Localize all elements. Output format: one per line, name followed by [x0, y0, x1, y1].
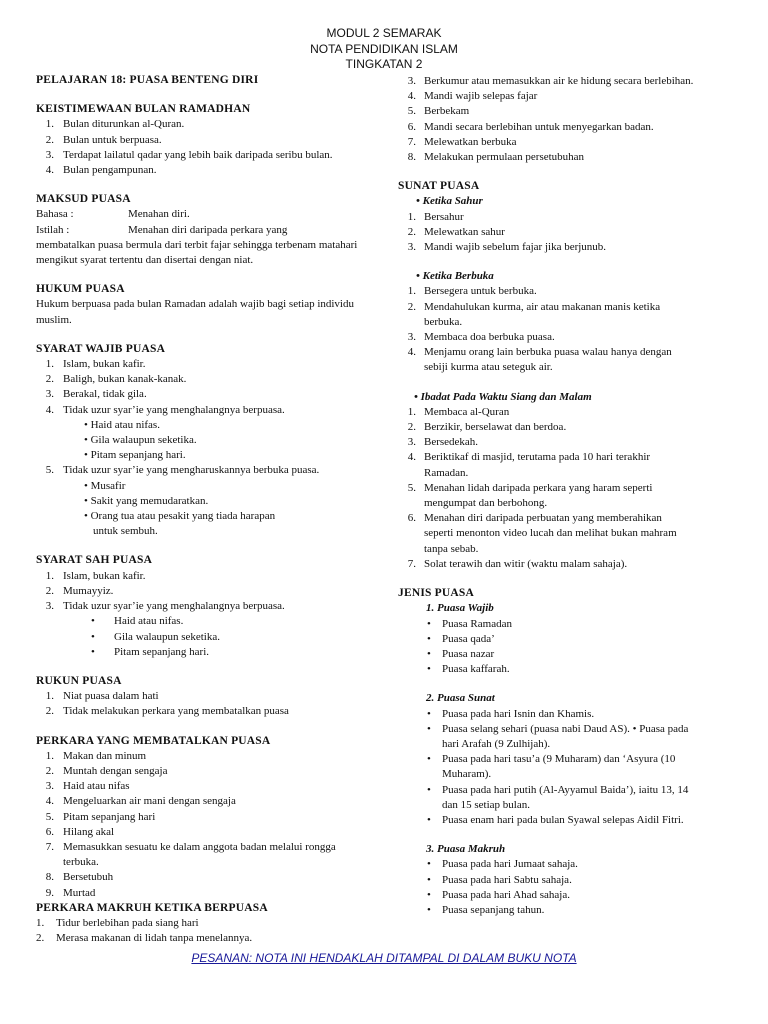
list-item: • Puasa enam hari pada bulan Syawal selepas Aidil Fitri. — [427, 813, 684, 826]
list-item: 3. Haid atau nifas — [45, 780, 130, 793]
list-item: 1. Tidur berlebihan pada siang hari — [36, 916, 199, 929]
list-item: 2. Merasa makanan di lidah tanpa menelannya. — [36, 932, 253, 945]
maksud-bahasa: Bahasa : Menahan diri. — [36, 208, 190, 221]
list-item: 3. Bersedekah. — [407, 436, 479, 449]
list-item: 1. Islam, bukan kafir. — [45, 358, 146, 371]
subject-title: NOTA PENDIDIKAN ISLAM — [310, 41, 458, 56]
list-item: 4. Tidak uzur syar’ie yang menghalangnya berpuasa. — [45, 403, 285, 416]
list-item: 2. Bulan untuk berpuasa. — [45, 133, 162, 146]
list-item: • Puasa selang sehari (puasa nabi Daud AS). • Puasa pada — [427, 722, 689, 735]
section-jenis-title: JENIS PUASA — [398, 587, 475, 600]
section-makruh-title: PERKARA MAKRUH KETIKA BERPUASA — [36, 901, 268, 914]
list-item: • Puasa pada hari Jumaat sahaja. — [427, 858, 578, 871]
list-item: 2. Mendahulukan kurma, air atau makanan manis ketika — [407, 300, 661, 313]
sahur-subtitle: • Ketika Sahur — [416, 195, 483, 208]
list-item-cont: terbuka. — [63, 856, 99, 869]
list-item: • Puasa pada hari Ahad sahaja. — [427, 888, 570, 901]
list-item-cont: tanpa sebab. — [424, 542, 479, 555]
list-item: • Puasa kaffarah. — [427, 663, 510, 676]
list-item: 3. Mandi wajib sebelum fajar jika berjunub. — [407, 241, 607, 254]
list-item: • Puasa pada hari Sabtu sahaja. — [427, 873, 572, 886]
list-item: • Puasa qada’ — [427, 632, 495, 645]
section-hukum-title: HUKUM PUASA — [36, 283, 125, 296]
list-item: 4. Beriktikaf di masjid, terutama pada 10 hari terakhir — [407, 451, 651, 464]
sub-item-cont: untuk sembuh. — [93, 525, 158, 538]
list-item: 5. Menahan lidah daripada perkara yang haram seperti — [407, 481, 653, 494]
right-column — [398, 74, 744, 918]
list-item: 1. Bersahur — [407, 210, 464, 223]
maksud-istilah-cont: membatalkan puasa bermula dari terbit fajar sehingga terbenam matahari mengikut syarat tertentu dan disertai dengan niat. — [36, 238, 358, 267]
lesson-title: PELAJARAN 18: PUASA BENTENG DIRI — [36, 74, 259, 86]
list-item: 3. Tidak uzur syar’ie yang menghalangnya berpuasa. — [45, 600, 285, 613]
list-item: • Puasa sepanjang tahun. — [427, 903, 545, 916]
section-maksud-title: MAKSUD PUASA — [36, 193, 131, 206]
list-item: 4. Mandi wajib selepas fajar — [407, 90, 538, 103]
list-item: 3. Terdapat lailatul qadar yang lebih baik daripada seribu bulan. — [45, 148, 333, 161]
list-item-cont: Muharam). — [442, 768, 492, 781]
list-item: 3. Berakal, tidak gila. — [45, 388, 147, 401]
list-item-cont: sebiji kurma atau seteguk air. — [424, 361, 553, 374]
sub-item: • Pitam sepanjang hari. — [91, 645, 210, 658]
list-item: 5. Berbekam — [407, 105, 470, 118]
sub-item: • Orang tua atau pesakit yang tiada harapan — [84, 510, 276, 523]
maksud-istilah: Istilah : Menahan diri daripada perkara yang — [36, 223, 288, 236]
berbuka-subtitle: • Ketika Berbuka — [416, 270, 494, 283]
section-keistimewaan-title: KEISTIMEWAAN BULAN RAMADHAN — [36, 103, 251, 116]
list-item: 6. Menahan diri daripada perbuatan yang memberahikan — [407, 512, 662, 525]
list-item: 7. Melewatkan berbuka — [407, 135, 517, 148]
document-header — [0, 26, 768, 73]
sub-item: • Haid atau nifas. — [91, 615, 184, 628]
list-item-cont: hari Arafah (9 Zulhijah). — [442, 737, 551, 750]
list-item: 1. Bersegera untuk berbuka. — [407, 285, 537, 298]
list-item: • Puasa pada hari putih (Al-Ayyamul Baida’), iaitu 13, 14 — [427, 783, 689, 796]
module-title: MODUL 2 SEMARAK — [326, 26, 442, 40]
list-item: 1. Bulan diturunkan al-Quran. — [45, 118, 185, 131]
list-item: 2. Baligh, bukan kanak-kanak. — [45, 373, 187, 386]
list-item-cont: dan 15 setiap bulan. — [442, 798, 530, 811]
list-item: 5. Tidak uzur syar’ie yang mengharuskannya berbuka puasa. — [45, 464, 320, 477]
list-item: 7. Solat terawih dan witir (waktu malam sahaja). — [407, 557, 628, 570]
sub-item: • Gila walaupun seketika. — [84, 434, 197, 447]
list-item-cont: mengumpat dan berbohong. — [424, 497, 548, 510]
sub-item: • Sakit yang memudaratkan. — [84, 494, 209, 507]
sub-item: • Pitam sepanjang hari. — [84, 449, 186, 462]
hukum-text: Hukum berpuasa pada bulan Ramadan adalah wajib bagi setiap individu muslim. — [36, 298, 354, 326]
list-item: • Puasa pada hari Isnin dan Khamis. — [427, 707, 595, 720]
section-membatalkan-title: PERKARA YANG MEMBATALKAN PUASA — [36, 734, 271, 747]
ibadat-subtitle: • Ibadat Pada Waktu Siang dan Malam — [414, 390, 592, 403]
list-item: 4. Menjamu orang lain berbuka puasa walau hanya dengan — [407, 346, 672, 359]
list-item: 3. Membaca doa berbuka puasa. — [407, 331, 555, 344]
list-item: 8. Melakukan permulaan persetubuhan — [407, 151, 585, 164]
section-syarat-sah-title: SYARAT SAH PUASA — [36, 554, 153, 567]
list-item: 2. Mumayyiz. — [45, 584, 114, 597]
list-item: 3. Berkumur atau memasukkan air ke hidung secara berlebihan. — [407, 75, 694, 87]
list-item: 1. Islam, bukan kafir. — [45, 569, 146, 582]
list-item: 2. Berzikir, berselawat dan berdoa. — [407, 421, 567, 434]
list-item: 9. Murtad — [45, 886, 96, 899]
list-item: • Puasa pada hari tasu’a (9 Muharam) dan ‘Asyura (10 — [427, 753, 676, 766]
list-item-cont: Ramadan. — [424, 466, 469, 479]
sunat-subtitle: 2. Puasa Sunat — [426, 692, 495, 705]
sub-item: • Musafir — [84, 479, 126, 492]
list-item: 7. Memasukkan sesuatu ke dalam anggota badan melalui rongga — [45, 840, 336, 853]
section-sunat-title: SUNAT PUASA — [398, 180, 480, 193]
left-column — [36, 73, 392, 946]
list-item: • Puasa Ramadan — [427, 617, 512, 630]
section-syarat-wajib-title: SYARAT WAJIB PUASA — [36, 342, 166, 355]
sub-item: • Haid atau nifas. — [84, 418, 160, 431]
makruh-subtitle: 3. Puasa Makruh — [426, 843, 506, 856]
list-item: 1. Makan dan minum — [45, 749, 147, 762]
form-level: TINGKATAN 2 — [345, 57, 423, 71]
list-item: 5. Pitam sepanjang hari — [45, 810, 156, 823]
wajib-subtitle: 1. Puasa Wajib — [426, 602, 494, 615]
list-item: 4. Bulan pengampunan. — [45, 164, 157, 177]
footer-note: PESANAN: NOTA INI HENDAKLAH DITAMPAL DI DALAM BUKU NOTA — [191, 951, 577, 965]
list-item-cont: seperti menonton video lucah dan melihat bukan mahram — [424, 527, 677, 540]
list-item: 2. Melewatkan sahur — [407, 225, 505, 238]
list-item: 1. Niat puasa dalam hati — [45, 690, 159, 703]
list-item: 8. Bersetubuh — [45, 871, 114, 884]
sub-item: • Gila walaupun seketika. — [91, 630, 220, 643]
list-item: 6. Mandi secara berlebihan untuk menyegarkan badan. — [407, 120, 654, 133]
list-item: 4. Mengeluarkan air mani dengan sengaja — [45, 795, 236, 808]
list-item: 2. Muntah dengan sengaja — [45, 764, 168, 777]
list-item: • Puasa nazar — [427, 647, 495, 660]
list-item: 1. Membaca al-Quran — [407, 405, 510, 418]
list-item: 2. Tidak melakukan perkara yang membatalkan puasa — [45, 705, 289, 718]
list-item: 6. Hilang akal — [45, 825, 115, 838]
section-rukun-title: RUKUN PUASA — [36, 674, 122, 687]
list-item-cont: berbuka. — [424, 315, 463, 328]
